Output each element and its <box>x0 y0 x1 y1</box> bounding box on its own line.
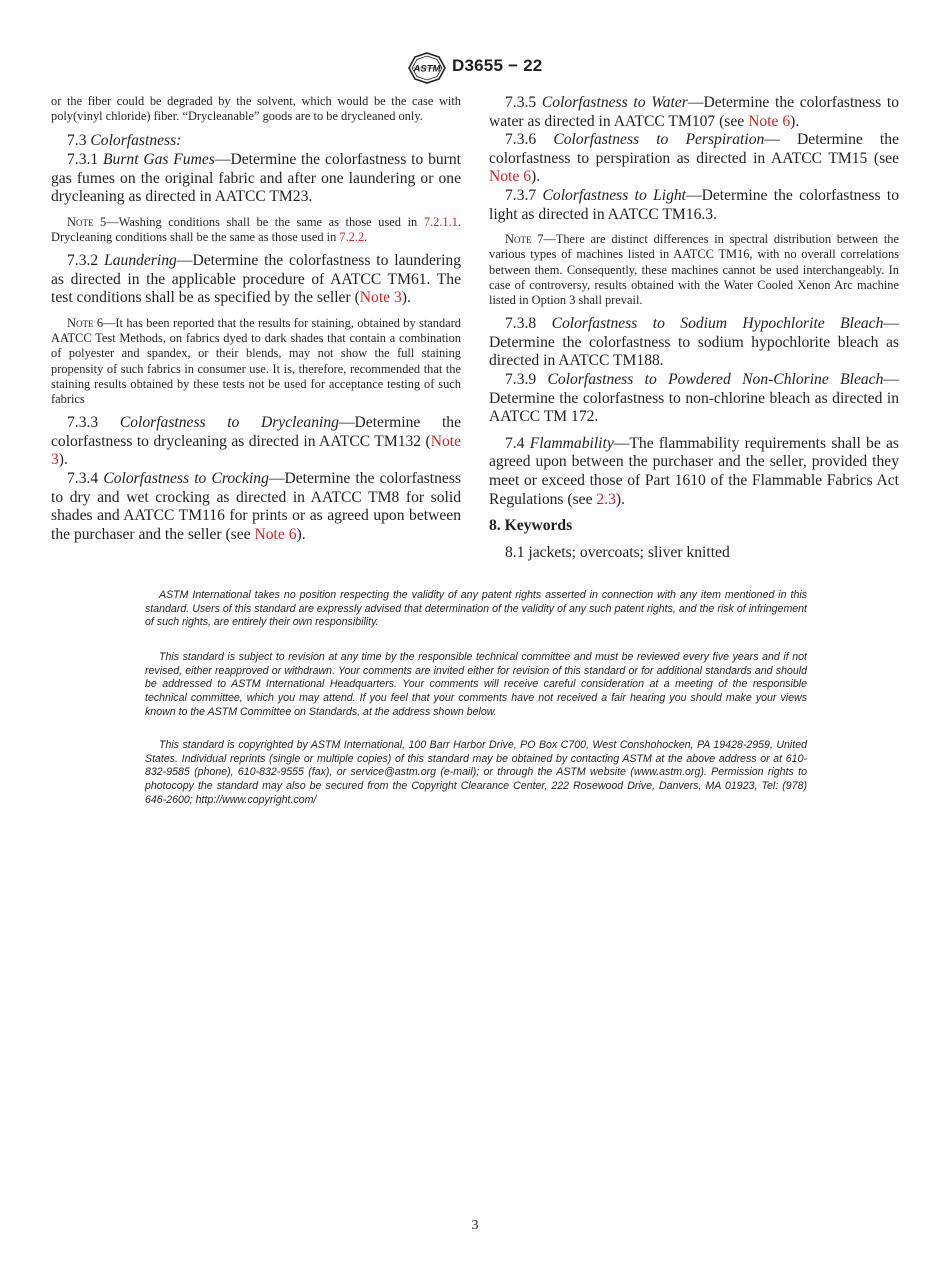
section-7-3-4: 7.3.4 Colorfastness to Crocking—Determine the colorfastness to dry and wet crocking as directed in AATCC TM8 for solid shades and AATCC TM116 for prints or as agreed upon between the purchaser and the seller (see Note 6). <box>51 469 461 543</box>
note-6: Note 6—It has been reported that the results for staining, obtained by standard AATCC Test Methods, on fabrics dyed to dark shades that contain a combination of polyester and spandex, or their blends, may not show the full staining propensity of such fabrics in consumer use. It is, therefore, recommended that the staining results obtained by these tests not be used for acceptance testing of such fabrics <box>51 315 461 406</box>
page-header <box>0 52 950 86</box>
link-2-3[interactable]: 2.3 <box>596 490 616 508</box>
link-note-6[interactable]: Note 6 <box>748 112 791 130</box>
link-7-2-1-1[interactable]: 7.2.1.1 <box>423 214 458 229</box>
link-note-6[interactable]: Note 6 <box>254 525 297 543</box>
link-7-2-2[interactable]: 7.2.2 <box>339 229 365 244</box>
page-number: 3 <box>471 1218 479 1233</box>
document-designation: D3655 − 22 <box>452 56 543 75</box>
section-7-3-3: 7.3.3 Colorfastness to Drycleaning—Determine the colorfastness to drycleaning as directed in AATCC TM132 (Note 3). <box>51 414 461 469</box>
svg-text:ASTM: ASTM <box>413 63 441 75</box>
section-7-3: 7.3 Colorfastness: <box>67 132 182 150</box>
copyright-notice: This standard is copyrighted by ASTM International, 100 Barr Harbor Drive, PO Box C700, West Conshohocken, PA 19428-2959, United States. Individual reprints (single or multiple copies) of this standard may be obtained by contacting ASTM at the above address or at 610-832-9585 (phone), 610-832-9555 (fax), or service@astm.org (e-mail); or through the ASTM website (www.astm.org). Permission rights to photocopy the standard may also be secured from the Copyright Clearance Center, 222 Rosewood Drive, Danvers, MA 01923, Tel: (978) 646-2600; http://www.copyright.com/ <box>145 739 807 806</box>
section-7-3-7: 7.3.7 Colorfastness to Light—Determine the colorfastness to light as directed in AATCC TM16.3. <box>489 186 899 223</box>
section-8-1: 8.1 jackets; overcoats; sliver knitted <box>505 543 730 561</box>
link-note-3[interactable]: Note 3 <box>359 289 402 307</box>
patent-notice: ASTM International takes no position respecting the validity of any patent rights asserted in connection with any item mentioned in this standard. Users of this standard are expressly advised that determination of the validity of any such patent rights, and the risk of infringement of such rights, are entirely their own responsibility. <box>145 589 807 629</box>
revision-notice: This standard is subject to revision at any time by the responsible technical committee and must be reviewed every five years and if not revised, either reapproved or withdrawn. Your comments are invited either for revision of this standard or for additional standards and should be addressed to ASTM International Headquarters. Your comments will receive careful consideration at a meeting of the responsible technical committee, which you may attend. If you feel that your comments have not received a fair hearing you should make your views known to the ASTM Committee on Standards, at the address shown below. <box>145 651 807 718</box>
left-column <box>51 94 461 544</box>
link-note-6[interactable]: Note 6 <box>489 168 532 186</box>
section-7-3-8: 7.3.8 Colorfastness to Sodium Hypochlorite Bleach— Determine the colorfastness to sodium hypochlorite bleach as directed in AATCC TM188. <box>489 315 899 370</box>
link-note-3[interactable]: Note 3 <box>51 432 461 469</box>
astm-logo-icon <box>408 52 446 84</box>
section-7-4: 7.4 Flammability—The flammability requirements shall be as agreed upon between the purchaser and the seller, provided they meet or exceed those of Part 1610 of the Flammable Fabrics Act Regulations (see 2.3). <box>489 434 899 508</box>
right-column <box>489 94 899 562</box>
note-5: Note 5—Washing conditions shall be the same as those used in 7.2.1.1. Drycleaning conditions shall be the same as those used in 7.2.2. <box>51 214 461 244</box>
section-7-3-2: 7.3.2 Laundering—Determine the colorfastness to laundering as directed in the applicable procedure of AATCC TM61. The test conditions shall be as specified by the seller (Note 3). <box>51 252 461 307</box>
section-7-3-6: 7.3.6 Colorfastness to Perspiration— Determine the colorfastness to perspiration as directed in AATCC TM15 (see Note 6). <box>489 131 899 186</box>
intro-paragraph: or the fiber could be degraded by the solvent, which would be the case with poly(vinyl chloride) fiber. “Drycleanable” goods are to be drycleaned only. <box>51 94 461 124</box>
note-7: Note 7—There are distinct differences in spectral distribution between the various types of machines listed in AATCC TM16, with no overall correlations between them. Consequently, these machines cannot be used interchangeably. In case of controversy, results obtained with the Water Cooled Xenon Arc machine listed in Option 3 shall prevail. <box>489 232 899 307</box>
section-8-heading: 8. Keywords <box>489 517 573 535</box>
section-7-3-9: 7.3.9 Colorfastness to Powdered Non-Chlorine Bleach— Determine the colorfastness to non-chlorine bleach as directed in AATCC TM 172. <box>489 370 899 426</box>
section-7-3-1: 7.3.1 Burnt Gas Fumes—Determine the colorfastness to burnt gas fumes on the original fabric and after one laundering or one drycleaning as directed in AATCC TM23. <box>51 151 461 206</box>
section-7-3-5: 7.3.5 Colorfastness to Water—Determine the colorfastness to water as directed in AATCC TM107 (see Note 6). <box>489 94 899 130</box>
